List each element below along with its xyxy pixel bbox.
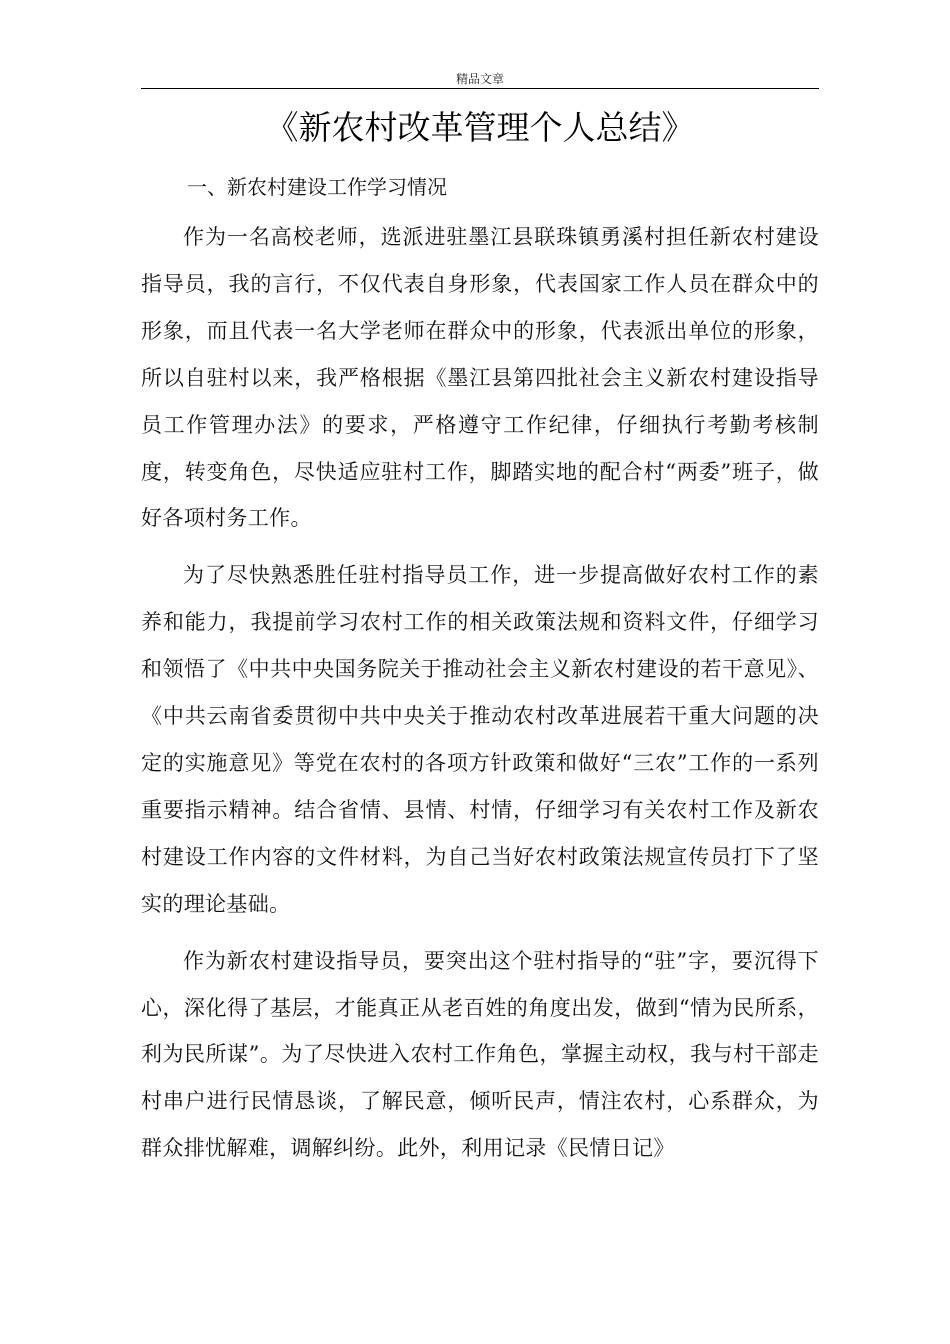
paragraph: 作为一名高校老师，选派进驻墨江县联珠镇勇溪村担任新农村建设指导员，我的言行，不仅代表自身形象，代表国家工作人员在群众中的形象，而且代表一名大学老师在群众中的形象，代表派出单位的形象，所以自驻村以来，我严格根据《墨江县第四批社会主义新农村建设指导员工作管理办法》的要求，严格遵守工作纪律，仔细执行考勤考核制度，转变角色，尽快适应驻村工作，脚踏实地的配合村“两委”班子，做好各项村务工作。 — [141, 225, 819, 531]
page-header: 精品文章 — [455, 72, 504, 86]
section-heading: 一、新农村建设工作学习情况 — [187, 175, 447, 199]
paragraph: 为了尽快熟悉胜任驻村指导员工作，进一步提高做好农村工作的素养和能力，我提前学习农村工作的相关政策法规和资料文件，仔细学习和领悟了《中共中央国务院关于推动社会主义新农村建设的若干意见》、《中共云南省委贯彻中共中央关于推动农村改革进展若干重大问题的决定的实施意见》等党在农村的各项方针政策和做好“三农”工作的一系列重要指示精神。结合省情、县情、村情，仔细学习有关农村工作及新农村建设工作内容的文件材料，为自己当好农村政策法规宣传员打下了坚实的理论基础。 — [141, 563, 819, 916]
document-title: 《新农村改革管理个人总结》 — [265, 108, 695, 147]
header-divider — [141, 88, 819, 89]
document-body — [141, 214, 819, 1182]
paragraph: 作为新农村建设指导员，要突出这个驻村指导的“驻”字，要沉得下心，深化得了基层，才能真正从老百姓的角度出发，做到“情为民所系，利为民所谋”。为了尽快进入农村工作角色，掌握主动权，我与村干部走村串户进行民情恳谈，了解民意，倾听民声，情注农村，心系群众，为群众排忧解难，调解纠纷。此外，利用记录《民情日记》 — [141, 948, 819, 1161]
